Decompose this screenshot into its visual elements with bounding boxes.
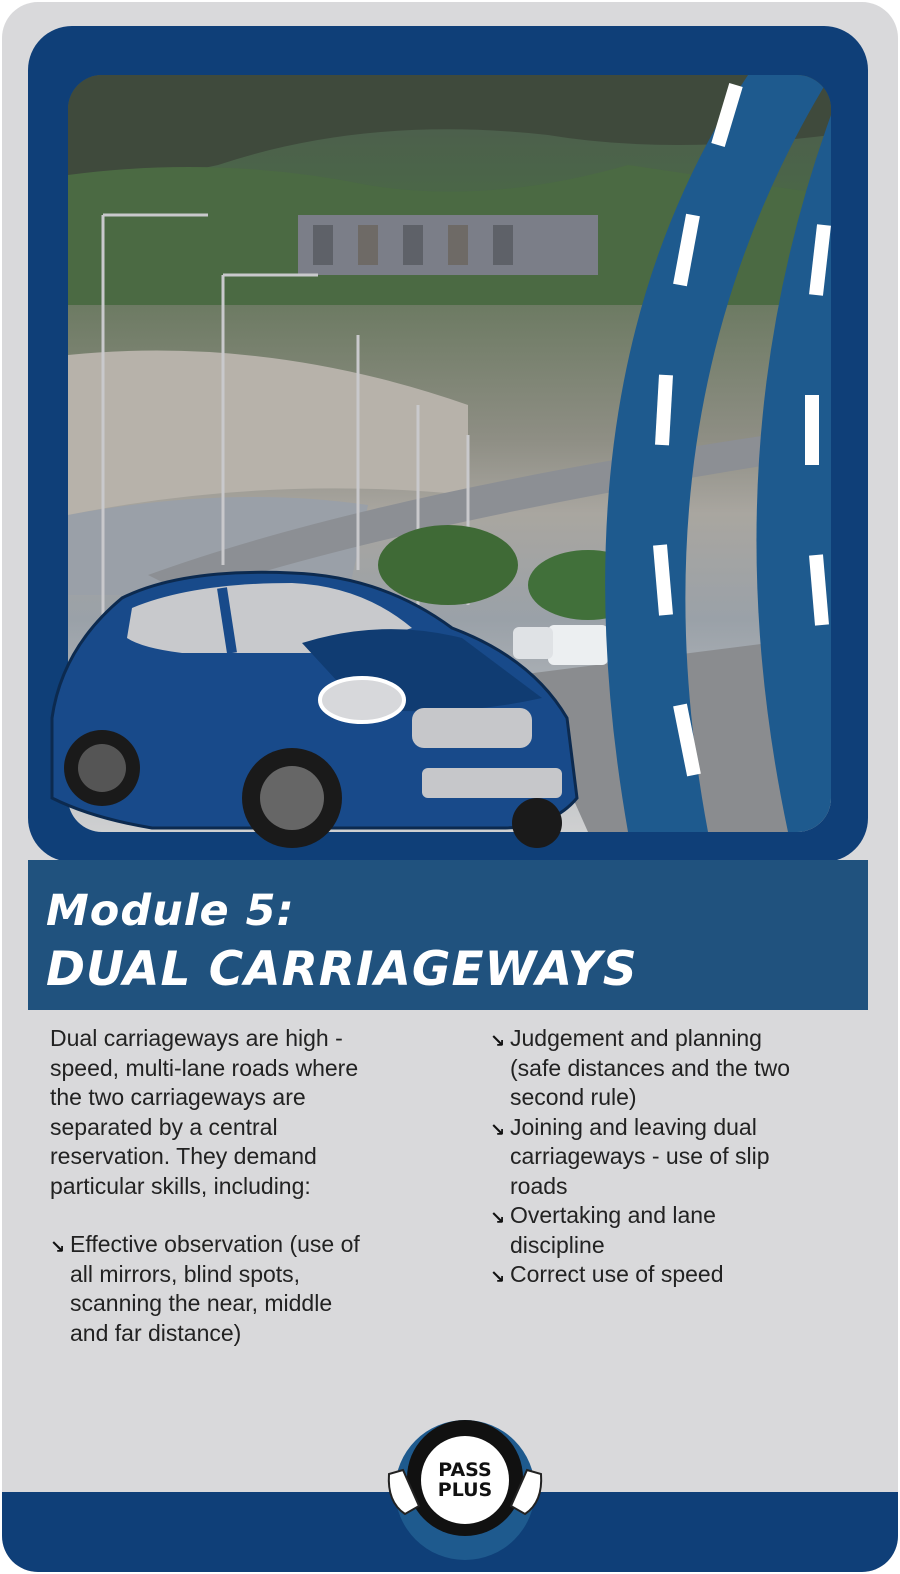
arrow-down-right-icon: ↘ bbox=[50, 1237, 66, 1257]
module-card bbox=[2, 2, 898, 1572]
intro-line: separated by a central bbox=[50, 1113, 278, 1140]
skill-item: ↘ Effective observation (use of all mirrors, blind spots, scanning the near, middle and far distance) bbox=[50, 1231, 360, 1346]
intro-column bbox=[50, 1024, 360, 1348]
skill-item: ↘ Judgement and planning (safe distances and the two second rule) bbox=[490, 1025, 790, 1110]
logo-text-bottom: PLUS bbox=[437, 1479, 493, 1501]
module-number: Module 5: bbox=[46, 886, 295, 936]
module-title: DUAL CARRIAGEWAYS bbox=[46, 942, 638, 997]
pass-plus-logo bbox=[385, 1410, 545, 1570]
arrow-down-right-icon: ↘ bbox=[490, 1267, 506, 1287]
logo-text-top: PASS bbox=[438, 1459, 492, 1481]
skill-item: ↘ Correct use of speed bbox=[490, 1260, 790, 1290]
skill-item: ↘ Overtaking and lane discipline bbox=[490, 1202, 716, 1258]
intro-line: the two carriageways are bbox=[50, 1084, 306, 1110]
intro-line: reservation. They demand bbox=[50, 1143, 317, 1169]
arrow-down-right-icon: ↘ bbox=[490, 1119, 506, 1140]
car-illustration bbox=[32, 558, 592, 858]
skills-column bbox=[490, 1024, 790, 1290]
skill-item: ↘ Joining and leaving dual carriageways - use of slip roads bbox=[490, 1113, 770, 1199]
intro-line: speed, multi-lane roads where bbox=[50, 1054, 359, 1081]
intro-line: Dual carriageways are high - bbox=[50, 1025, 343, 1051]
arrow-down-right-icon: ↘ bbox=[490, 1208, 506, 1228]
arrow-down-right-icon: ↘ bbox=[490, 1031, 506, 1051]
intro-line: particular skills, including: bbox=[50, 1172, 311, 1199]
